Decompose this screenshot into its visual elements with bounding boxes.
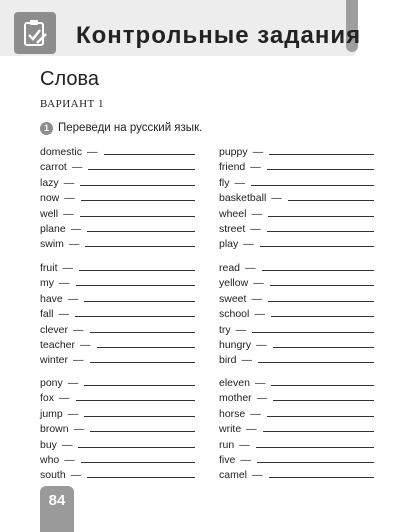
word: write (219, 423, 242, 436)
dash: — (73, 423, 85, 436)
answer-blank[interactable] (84, 416, 195, 417)
word: well (40, 207, 59, 220)
answer-blank[interactable] (269, 477, 374, 478)
answer-blank[interactable] (288, 200, 374, 201)
word: buy (40, 438, 57, 451)
left-word-row (40, 352, 195, 366)
dash: — (235, 323, 247, 336)
dash: — (250, 223, 261, 235)
answer-blank[interactable] (269, 154, 374, 155)
word: basketball (219, 192, 267, 205)
left-word-row (40, 406, 195, 420)
dash: — (67, 407, 79, 420)
right-word-row (219, 159, 374, 173)
right-word-row (219, 236, 374, 250)
word: teacher (40, 339, 76, 351)
right-word-row (219, 406, 374, 420)
answer-blank[interactable] (267, 416, 374, 417)
word: domestic (40, 146, 83, 158)
word: read (219, 262, 241, 274)
answer-blank[interactable] (84, 301, 195, 302)
dash: — (251, 292, 262, 305)
answer-blank[interactable] (84, 385, 195, 386)
answer-blank[interactable] (252, 332, 374, 333)
answer-blank[interactable] (78, 447, 195, 448)
word: jump (40, 407, 63, 420)
answer-blank[interactable] (90, 431, 195, 432)
left-word-row (40, 337, 195, 351)
answer-blank[interactable] (80, 216, 195, 217)
answer-blank[interactable] (81, 462, 195, 463)
word: play (219, 238, 239, 251)
left-word-row (40, 206, 195, 220)
answer-blank[interactable] (79, 270, 195, 271)
answer-blank[interactable] (267, 169, 374, 170)
right-word-row (219, 437, 374, 451)
answer-blank[interactable] (273, 400, 374, 401)
page-title: Контрольные задания (76, 22, 362, 49)
dash: — (73, 354, 84, 367)
left-word-row (40, 236, 195, 250)
answer-blank[interactable] (80, 185, 195, 186)
answer-blank[interactable] (267, 231, 374, 232)
left-word-row (40, 175, 195, 189)
left-word-row (40, 322, 195, 336)
word: street (219, 223, 246, 235)
dash: — (241, 354, 253, 367)
right-word-row (219, 352, 374, 366)
word: my (40, 277, 54, 290)
dash: — (240, 454, 251, 466)
dash: — (64, 454, 75, 466)
word: fly (219, 176, 230, 189)
left-word-row (40, 452, 195, 466)
answer-blank[interactable] (85, 246, 195, 247)
dash: — (68, 238, 80, 251)
dash: — (256, 339, 267, 351)
word: swim (40, 238, 64, 251)
dash: — (250, 407, 261, 420)
answer-blank[interactable] (270, 285, 374, 286)
dash: — (58, 308, 69, 321)
dash: — (252, 146, 264, 158)
left-word-row (40, 467, 195, 481)
dash: — (239, 438, 250, 451)
dash: — (251, 207, 262, 220)
right-word-row (219, 260, 374, 274)
dash: — (61, 438, 73, 451)
word: pony (40, 377, 63, 389)
right-word-row (219, 221, 374, 235)
dash: — (80, 339, 91, 351)
right-word-row (219, 337, 374, 351)
left-word-row (40, 260, 195, 274)
word: lazy (40, 176, 59, 189)
dash: — (245, 262, 256, 274)
answer-blank[interactable] (97, 347, 195, 348)
dash: — (253, 277, 264, 290)
left-word-row (40, 190, 195, 204)
right-word-row (219, 144, 374, 158)
right-word-row (219, 421, 374, 435)
answer-blank[interactable] (88, 169, 195, 170)
answer-blank[interactable] (87, 231, 195, 232)
right-word-row (219, 452, 374, 466)
word: plane (40, 223, 66, 235)
dash: — (63, 176, 75, 189)
right-word-row (219, 322, 374, 336)
checklist-icon (14, 12, 56, 54)
word: who (40, 454, 60, 466)
right-word-row (219, 467, 374, 481)
dash: — (70, 223, 82, 235)
answer-blank[interactable] (263, 431, 374, 432)
right-word-row (219, 190, 374, 204)
left-word-row (40, 221, 195, 235)
answer-blank[interactable] (75, 316, 195, 317)
word: clever (40, 323, 69, 336)
left-word-row (40, 275, 195, 289)
left-word-row (40, 421, 195, 435)
word: south (40, 469, 66, 482)
word: hungry (219, 339, 252, 351)
answer-blank[interactable] (81, 200, 195, 201)
dash: — (87, 146, 98, 158)
left-word-row (40, 306, 195, 320)
word: yellow (219, 277, 249, 290)
dash: — (250, 161, 261, 174)
right-word-row (219, 390, 374, 404)
word: try (219, 323, 231, 336)
word: carrot (40, 161, 67, 174)
dash: — (71, 161, 83, 174)
answer-blank[interactable] (257, 462, 374, 463)
answer-blank[interactable] (90, 332, 195, 333)
section-title: Слова (40, 68, 99, 90)
left-word-row (40, 144, 195, 158)
answer-blank[interactable] (87, 477, 195, 478)
answer-blank[interactable] (90, 362, 195, 363)
dash: — (63, 207, 74, 220)
dash: — (234, 176, 245, 189)
word: five (219, 454, 236, 466)
word: fruit (40, 262, 58, 274)
answer-blank[interactable] (258, 362, 374, 363)
answer-blank[interactable] (76, 285, 196, 286)
right-word-row (219, 291, 374, 305)
word: puppy (219, 146, 248, 158)
dash: — (254, 377, 266, 389)
answer-blank[interactable] (251, 185, 374, 186)
left-word-row (40, 437, 195, 451)
dash: — (67, 292, 79, 305)
word: friend (219, 161, 246, 174)
dash: — (246, 423, 257, 436)
dash: — (254, 308, 265, 321)
word: brown (40, 423, 69, 436)
word: horse (219, 407, 246, 420)
left-word-row (40, 390, 195, 404)
word: bird (219, 354, 237, 367)
word: eleven (219, 377, 250, 389)
right-word-row (219, 175, 374, 189)
answer-blank[interactable] (76, 400, 195, 401)
dash: — (73, 323, 84, 336)
word: now (40, 192, 60, 205)
dash: — (243, 238, 254, 251)
right-word-row (219, 306, 374, 320)
dash: — (70, 469, 82, 482)
task-text: Переведи на русский язык. (58, 122, 203, 134)
word: mother (219, 392, 252, 405)
answer-blank[interactable] (268, 301, 374, 302)
dash: — (256, 392, 268, 405)
answer-blank[interactable] (271, 385, 374, 386)
right-word-row (219, 375, 374, 389)
answer-blank[interactable] (271, 316, 374, 317)
answer-blank[interactable] (268, 216, 374, 217)
dash: — (59, 392, 70, 405)
word: winter (40, 354, 69, 367)
left-word-row (40, 291, 195, 305)
word: camel (219, 469, 248, 482)
left-word-row (40, 159, 195, 173)
dash: — (271, 192, 282, 205)
left-word-row (40, 375, 195, 389)
answer-blank[interactable] (260, 246, 374, 247)
word: sweet (219, 292, 247, 305)
task-instruction (40, 121, 202, 135)
word: fall (40, 308, 54, 321)
task-number-badge: 1 (40, 122, 53, 135)
answer-blank[interactable] (262, 270, 374, 271)
answer-blank[interactable] (256, 447, 374, 448)
dash: — (62, 262, 74, 274)
answer-blank[interactable] (104, 154, 195, 155)
answer-blank[interactable] (273, 347, 374, 348)
dash: — (67, 377, 79, 389)
right-word-row (219, 275, 374, 289)
word: school (219, 308, 250, 321)
dash: — (252, 469, 263, 482)
right-word-row (219, 206, 374, 220)
dash: — (59, 277, 70, 290)
word: wheel (219, 207, 247, 220)
word: run (219, 438, 235, 451)
page-number: 84 (40, 486, 74, 532)
dash: — (64, 192, 75, 205)
word: fox (40, 392, 55, 405)
word: have (40, 292, 63, 305)
variant-label: ВАРИАНТ 1 (40, 98, 105, 110)
